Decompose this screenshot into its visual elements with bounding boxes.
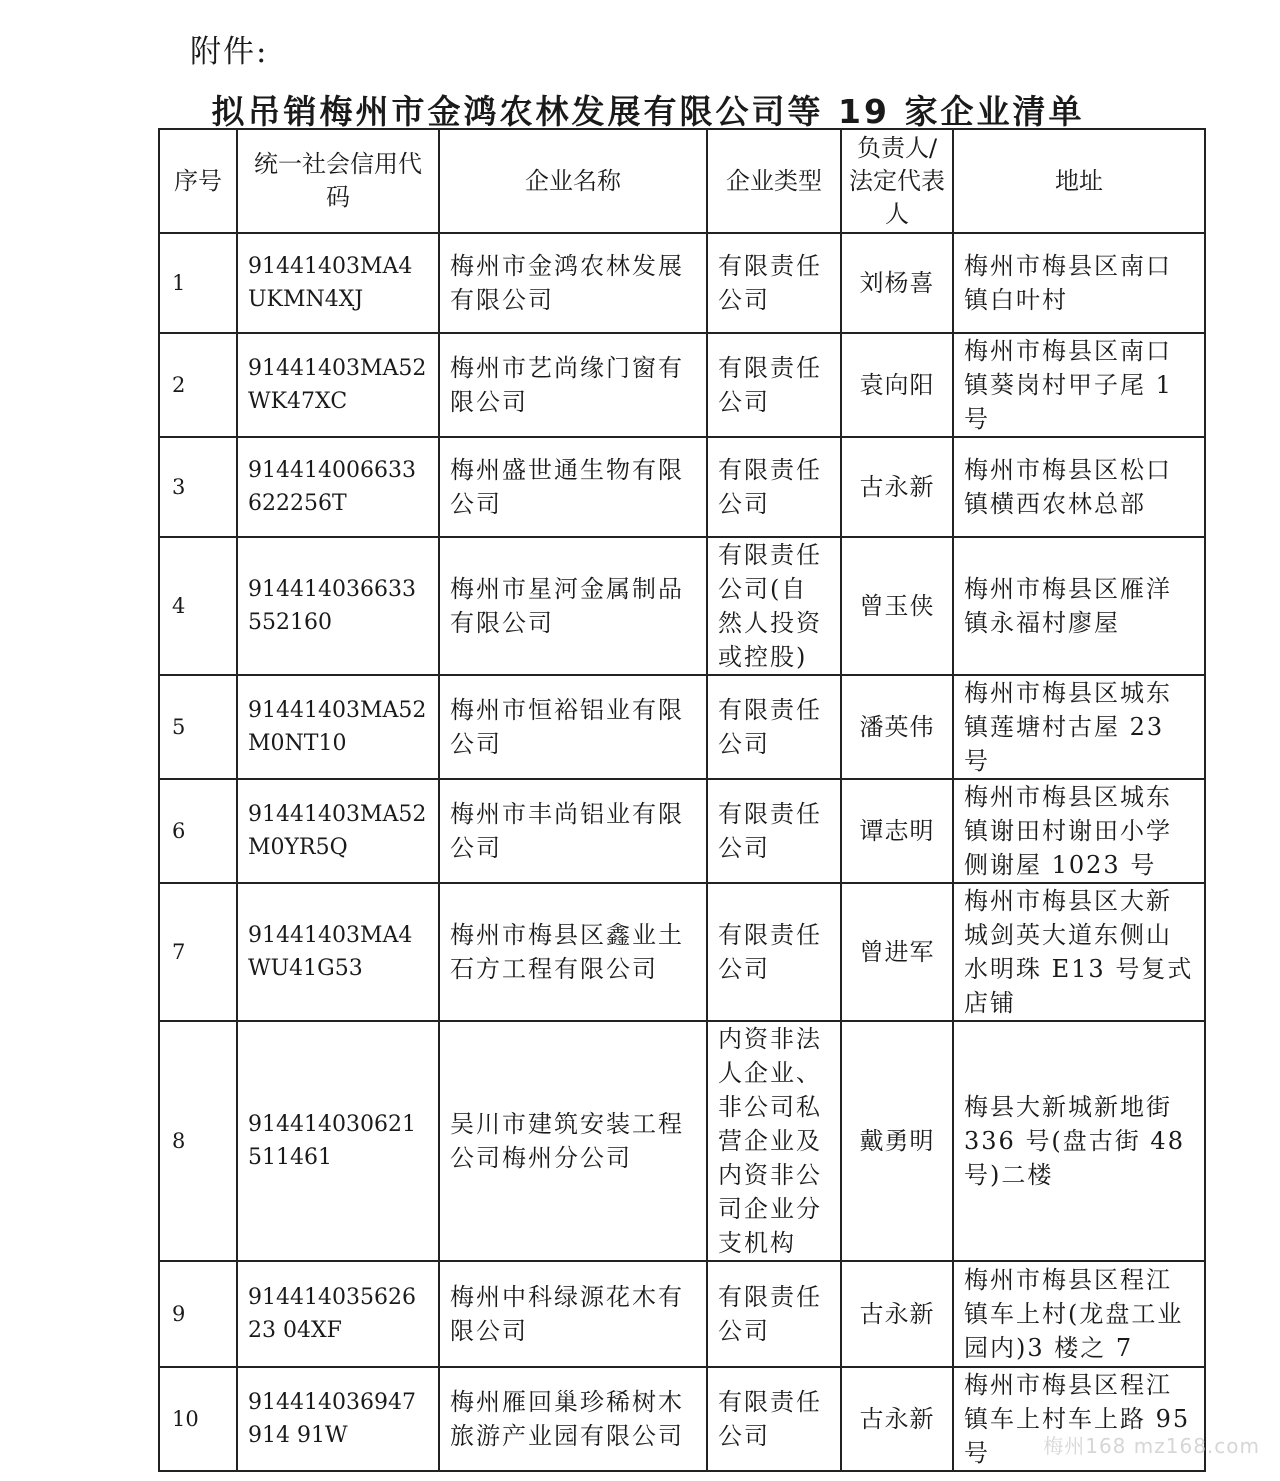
cell-address: 梅州市梅县区雁洋镇永福村廖屋	[953, 537, 1205, 675]
cell-seq: 7	[159, 883, 237, 1021]
cell-code: 91441403MA4WU41G53	[237, 883, 439, 1021]
cell-type: 有限责任公司	[707, 437, 841, 537]
cell-person: 古永新	[841, 437, 953, 537]
table-row	[159, 1261, 1205, 1367]
cell-type: 有限责任公司	[707, 233, 841, 333]
cell-person: 古永新	[841, 1367, 953, 1471]
cell-type: 有限责任公司	[707, 333, 841, 437]
cell-person: 曾玉侠	[841, 537, 953, 675]
table-row	[159, 437, 1205, 537]
cell-name: 梅州市丰尚铝业有限公司	[439, 779, 707, 883]
cell-code: 91441403MA52WK47XC	[237, 333, 439, 437]
cell-seq: 1	[159, 233, 237, 333]
cell-name: 梅州雁回巢珍稀树木旅游产业园有限公司	[439, 1367, 707, 1471]
cell-seq: 3	[159, 437, 237, 537]
cell-address: 梅州市梅县区南口镇白叶村	[953, 233, 1205, 333]
cell-person: 戴勇明	[841, 1021, 953, 1261]
cell-name: 梅州市梅县区鑫业土石方工程有限公司	[439, 883, 707, 1021]
cell-person: 潘英伟	[841, 675, 953, 779]
cell-type: 内资非法人企业、非公司私营企业及内资非公司企业分支机构	[707, 1021, 841, 1261]
cell-person: 袁向阳	[841, 333, 953, 437]
header-type: 企业类型	[707, 129, 841, 233]
cell-name: 梅州市星河金属制品有限公司	[439, 537, 707, 675]
cell-type: 有限责任公司	[707, 1367, 841, 1471]
cell-code: 91441403MA4UKMN4XJ	[237, 233, 439, 333]
cell-address: 梅州市梅县区城东镇莲塘村古屋 23 号	[953, 675, 1205, 779]
header-seq: 序号	[159, 129, 237, 233]
cell-address: 梅州市梅县区松口镇横西农林总部	[953, 437, 1205, 537]
table-row	[159, 675, 1205, 779]
table-row	[159, 779, 1205, 883]
header-address: 地址	[953, 129, 1205, 233]
cell-person: 曾进军	[841, 883, 953, 1021]
cell-code: 91441403MA52M0YR5Q	[237, 779, 439, 883]
cell-address: 梅州市梅县区大新城剑英大道东侧山水明珠 E13 号复式店铺	[953, 883, 1205, 1021]
cell-type: 有限责任公司	[707, 1261, 841, 1367]
attachment-label: 附件:	[190, 34, 269, 70]
header-name: 企业名称	[439, 129, 707, 233]
cell-seq: 4	[159, 537, 237, 675]
cell-address: 梅县大新城新地街 336 号(盘古街 48 号)二楼	[953, 1021, 1205, 1261]
cell-code: 914414006633622256T	[237, 437, 439, 537]
cell-seq: 9	[159, 1261, 237, 1367]
cell-code: 91441403MA52M0NT10	[237, 675, 439, 779]
header-person: 负责人/法定代表人	[841, 129, 953, 233]
cell-seq: 2	[159, 333, 237, 437]
cell-person: 刘杨喜	[841, 233, 953, 333]
cell-person: 古永新	[841, 1261, 953, 1367]
cell-type: 有限责任公司	[707, 779, 841, 883]
page-title: 拟吊销梅州市金鸿农林发展有限公司等 19 家企业清单	[211, 92, 1085, 131]
header-code: 统一社会信用代码	[237, 129, 439, 233]
cell-seq: 10	[159, 1367, 237, 1471]
cell-type: 有限责任公司(自然人投资或控股)	[707, 537, 841, 675]
cell-code: 91441403562623 04XF	[237, 1261, 439, 1367]
cell-type: 有限责任公司	[707, 675, 841, 779]
cell-address: 梅州市梅县区程江镇车上村(龙盘工业园内)3 楼之 7	[953, 1261, 1205, 1367]
cell-seq: 8	[159, 1021, 237, 1261]
cell-seq: 6	[159, 779, 237, 883]
table-row	[159, 537, 1205, 675]
cell-type: 有限责任公司	[707, 883, 841, 1021]
cell-person: 谭志明	[841, 779, 953, 883]
watermark-text: 梅州168 mz168.com	[1043, 1434, 1260, 1458]
table-row	[159, 1021, 1205, 1261]
cell-code: 914414036947914 91W	[237, 1367, 439, 1471]
cell-seq: 5	[159, 675, 237, 779]
table-header-row	[159, 129, 1205, 233]
enterprise-table	[158, 128, 1206, 1472]
table-row	[159, 333, 1205, 437]
cell-code: 914414030621511461	[237, 1021, 439, 1261]
cell-address: 梅州市梅县区城东镇谢田村谢田小学侧谢屋 1023 号	[953, 779, 1205, 883]
cell-name: 梅州市艺尚缘门窗有限公司	[439, 333, 707, 437]
cell-name: 梅州市金鸿农林发展有限公司	[439, 233, 707, 333]
table-row	[159, 883, 1205, 1021]
cell-name: 梅州中科绿源花木有限公司	[439, 1261, 707, 1367]
cell-address: 梅州市梅县区南口镇葵岗村甲子尾 1号	[953, 333, 1205, 437]
cell-name: 梅州市恒裕铝业有限公司	[439, 675, 707, 779]
cell-name: 吴川市建筑安装工程公司梅州分公司	[439, 1021, 707, 1261]
table-row	[159, 233, 1205, 333]
cell-code: 914414036633552160	[237, 537, 439, 675]
cell-name: 梅州盛世通生物有限公司	[439, 437, 707, 537]
cell-address: 梅州市梅县区程江镇车上村车上路 95 号	[953, 1367, 1205, 1471]
